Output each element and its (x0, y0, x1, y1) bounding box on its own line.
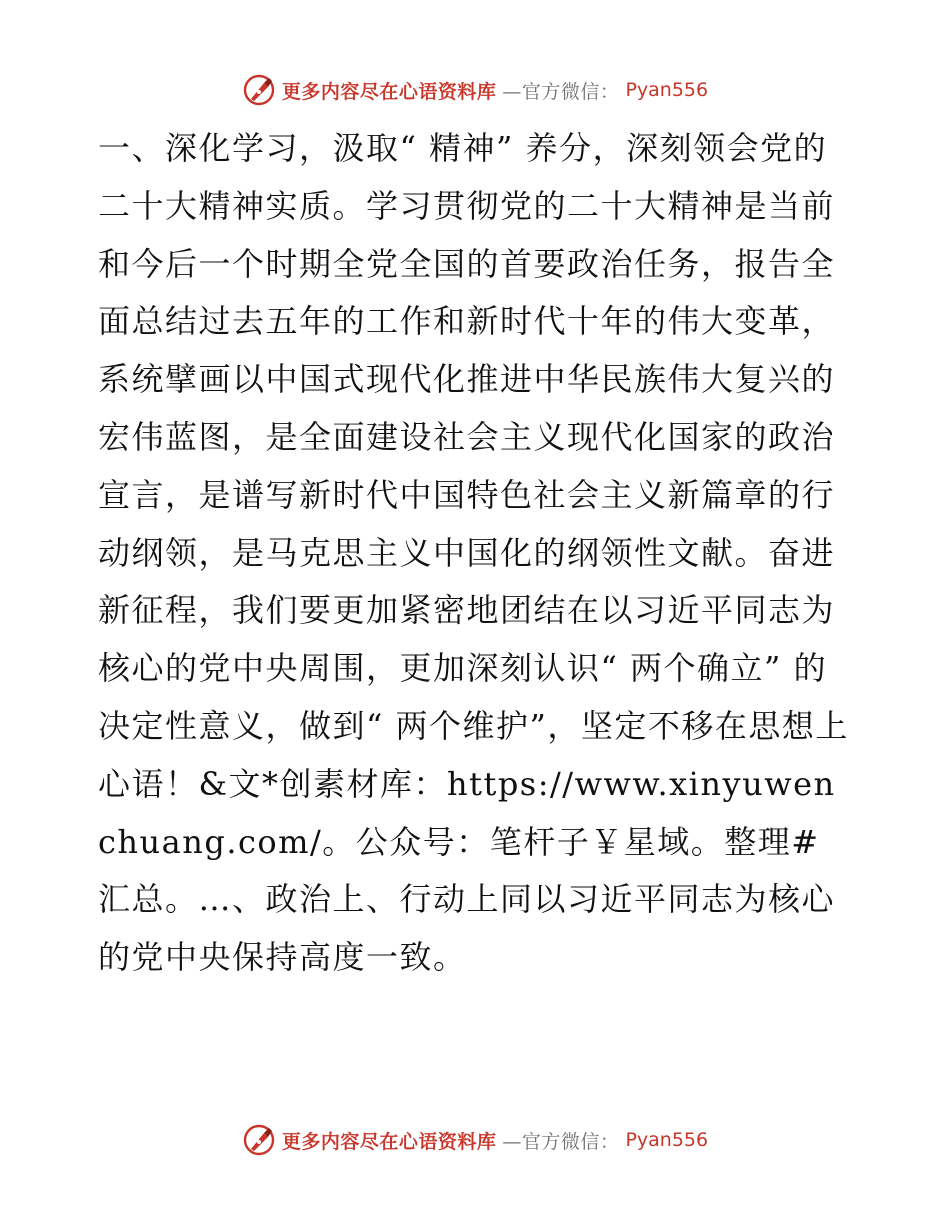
footer-banner-account: Pyan556 (625, 1129, 709, 1151)
document-paragraph: 一、深化学习，汲取“ 精神” 养分，深刻领会党的二十大精神实质。学习贯彻党的二十大精神是当前和今后一个时期全党全国的首要政治任务，报告全面总结过去五年的工作和新时代十年的伟大变革，系统擘画以中国式现代化推进中华民族伟大复兴的宏伟蓝图，是全面建设社会主义现代化国家的政治宣言，是谱写新时代中国特色社会主义新篇章的行动纲领，是马克思主义中国化的纲领性文献。奋进新征程，我们要更加紧密地团结在以习近平同志为核心的党中央周围，更加深刻认识“ 两个确立” 的决定性意义，做到“ 两个维护”，坚定不移在思想上心语！&文*创素材库：https://www.xinyuwenchuang.com/。公众号：笔杆子￥星域。整理#汇总。…、政治上、行动上同以习近平同志为核心的党中央保持高度一致。 (98, 129, 849, 977)
header-watermark-banner (0, 72, 950, 108)
header-banner-account: Pyan556 (625, 79, 709, 101)
footer-banner-label: —官方微信： (502, 1130, 620, 1153)
pen-nib-logo-icon (242, 1123, 276, 1157)
footer-watermark-banner (0, 1122, 950, 1158)
header-banner-title: 更多内容尽在心语资料库 (281, 80, 497, 103)
pen-nib-logo-icon (242, 73, 276, 107)
header-banner-label: —官方微信： (502, 80, 620, 103)
footer-banner-title: 更多内容尽在心语资料库 (281, 1130, 497, 1153)
